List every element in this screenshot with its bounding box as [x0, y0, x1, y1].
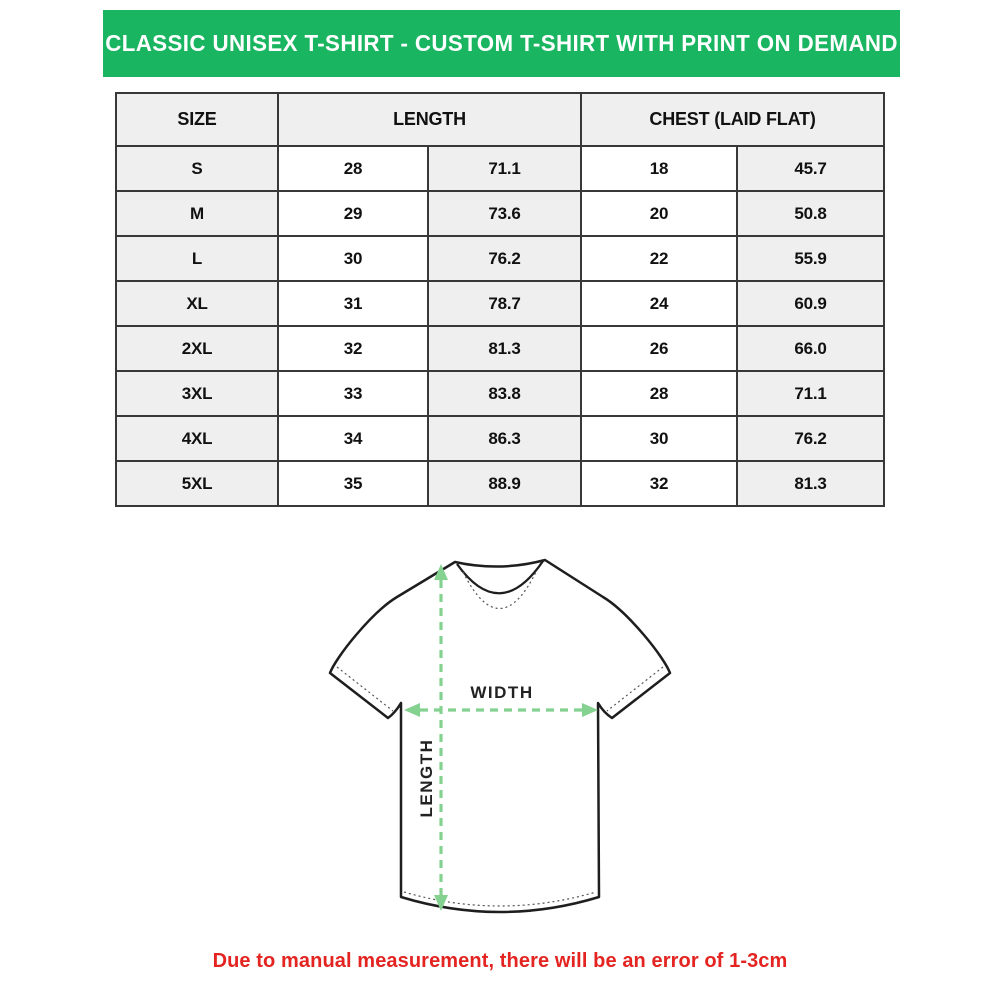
table-row — [116, 146, 884, 191]
table-row — [116, 416, 884, 461]
title-banner — [103, 10, 900, 77]
size-cell: M — [116, 191, 278, 236]
table-row — [116, 326, 884, 371]
table-row — [116, 461, 884, 506]
chest-cm-cell: 50.8 — [737, 191, 884, 236]
length-cm-cell: 88.9 — [428, 461, 581, 506]
chest-cm-cell: 71.1 — [737, 371, 884, 416]
chest-in-cell: 28 — [581, 371, 737, 416]
chest-cm-cell: 76.2 — [737, 416, 884, 461]
size-cell: L — [116, 236, 278, 281]
chest-cm-cell: 81.3 — [737, 461, 884, 506]
chest-cm-cell: 55.9 — [737, 236, 884, 281]
table-header-row — [116, 93, 884, 146]
chest-cm-cell: 60.9 — [737, 281, 884, 326]
length-cm-cell: 78.7 — [428, 281, 581, 326]
tshirt-diagram — [300, 545, 700, 945]
chest-cm-cell: 66.0 — [737, 326, 884, 371]
page-title: CLASSIC UNISEX T-SHIRT - CUSTOM T-SHIRT WITH PRINT ON DEMAND — [105, 30, 898, 56]
length-in-cell: 32 — [278, 326, 428, 371]
length-in-cell: 34 — [278, 416, 428, 461]
table-row — [116, 191, 884, 236]
column-header-size: SIZE — [116, 93, 278, 146]
length-in-cell: 35 — [278, 461, 428, 506]
size-cell: 3XL — [116, 371, 278, 416]
length-in-cell: 31 — [278, 281, 428, 326]
chest-in-cell: 32 — [581, 461, 737, 506]
length-label: LENGTH — [417, 738, 436, 818]
length-cm-cell: 83.8 — [428, 371, 581, 416]
column-header-chest: CHEST (LAID FLAT) — [581, 93, 884, 146]
chest-in-cell: 20 — [581, 191, 737, 236]
length-cm-cell: 76.2 — [428, 236, 581, 281]
length-in-cell: 33 — [278, 371, 428, 416]
length-cm-cell: 86.3 — [428, 416, 581, 461]
table-row — [116, 371, 884, 416]
size-cell: 4XL — [116, 416, 278, 461]
tshirt-outline — [330, 560, 670, 912]
measurement-disclaimer: Due to manual measurement, there will be an error of 1-3cm — [212, 950, 788, 972]
table-row — [116, 281, 884, 326]
length-in-cell: 28 — [278, 146, 428, 191]
chest-cm-cell: 45.7 — [737, 146, 884, 191]
size-cell: 2XL — [116, 326, 278, 371]
length-cm-cell: 71.1 — [428, 146, 581, 191]
length-cm-cell: 73.6 — [428, 191, 581, 236]
chest-in-cell: 24 — [581, 281, 737, 326]
column-header-length: LENGTH — [278, 93, 581, 146]
table-row — [116, 236, 884, 281]
length-in-cell: 30 — [278, 236, 428, 281]
chest-in-cell: 26 — [581, 326, 737, 371]
size-cell: 5XL — [116, 461, 278, 506]
chest-in-cell: 22 — [581, 236, 737, 281]
size-cell: XL — [116, 281, 278, 326]
size-cell: S — [116, 146, 278, 191]
chest-in-cell: 30 — [581, 416, 737, 461]
width-label: WIDTH — [470, 683, 534, 702]
size-chart-table — [115, 92, 885, 507]
length-cm-cell: 81.3 — [428, 326, 581, 371]
chest-in-cell: 18 — [581, 146, 737, 191]
length-in-cell: 29 — [278, 191, 428, 236]
